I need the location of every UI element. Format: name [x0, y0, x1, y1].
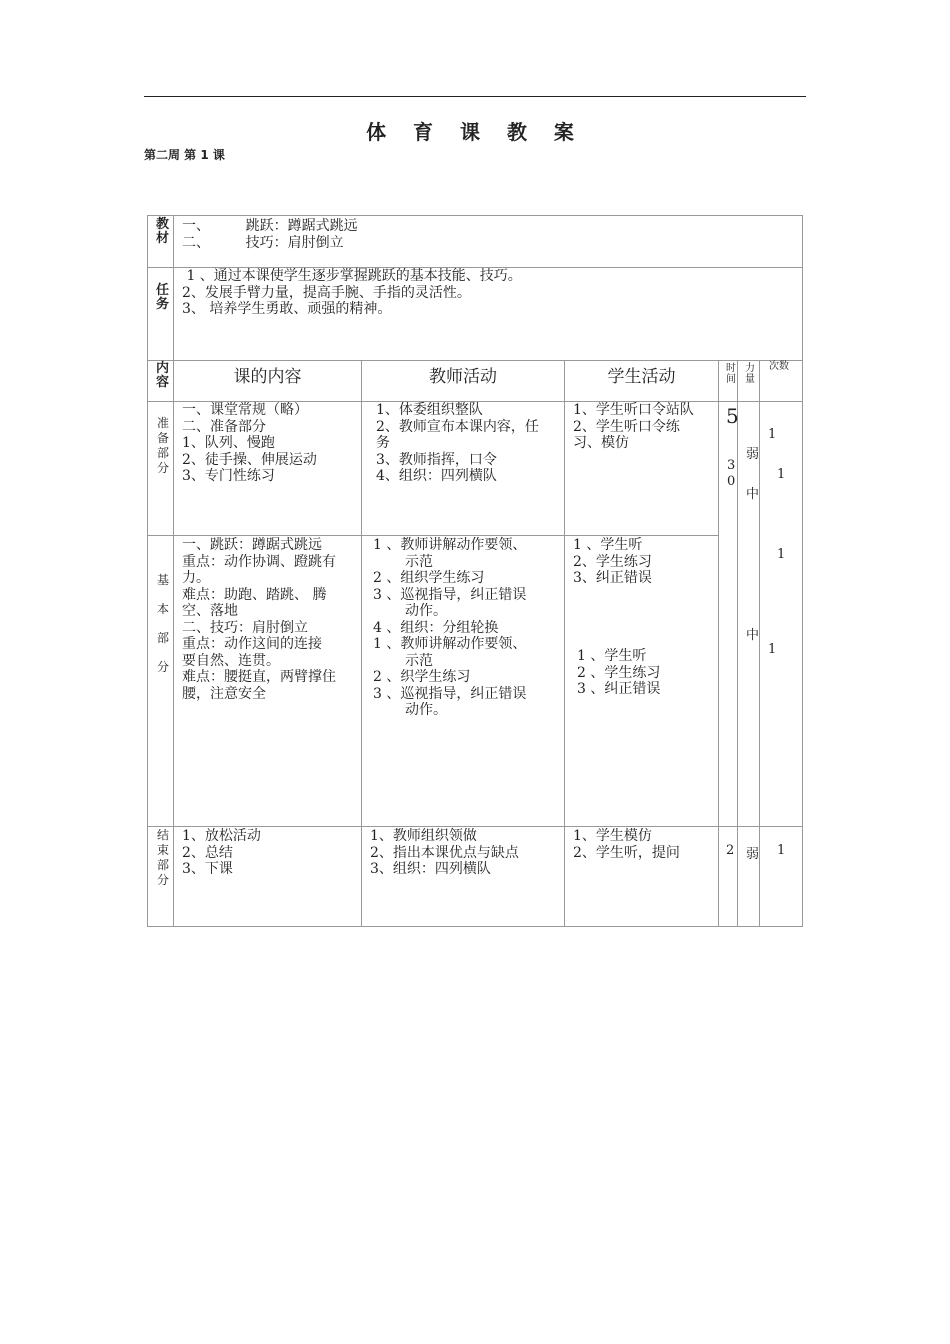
col-divider: [737, 360, 738, 927]
header-reps: 次数: [769, 361, 789, 372]
page-title: 体 育 课 教 案: [366, 120, 584, 144]
col-divider: [759, 360, 760, 927]
col-divider: [718, 360, 719, 927]
row-divider: [147, 535, 718, 536]
prep-reps-2: 1: [777, 467, 786, 482]
end-teacher: 1、教师组织领做 2、指出本课优点与缺点 3、组织：四列横队: [370, 828, 519, 877]
prep-time-a: 5: [726, 404, 739, 428]
basic-teacher: 1 、教师讲解动作要领、 示范 2 、组织学生练习 3 、巡视指导，纠正错误 动作。 4 、组织：分组轮换 1 、教师讲解动作要领、 示范 2 、织学生练习 3 、巡视指导，纠正错误 动作。: [373, 537, 527, 718]
prep-reps-1: 1: [768, 427, 777, 442]
row-divider: [147, 826, 803, 827]
end-student: 1、学生模仿 2、学生听，提问: [573, 828, 680, 861]
prep-label: 准 备 部 分: [156, 416, 169, 475]
prep-intensity-mid: 中: [746, 487, 760, 502]
end-time: 2: [726, 843, 735, 858]
col-divider: [361, 360, 362, 927]
materials-label: 教 材: [156, 217, 170, 246]
tasks-text: 1 、通过本课使学生逐步掌握跳跃的基本技能、技巧。 2、发展手臂力量，提高手腕、手指的灵活性。 3、 培养学生勇敢、顽强的精神。: [182, 268, 522, 317]
top-rule: [144, 96, 806, 97]
end-label: 结 束 部 分: [156, 828, 169, 887]
end-intensity: 弱: [746, 847, 760, 862]
basic-student-b: 1 、学生听 2 、学生练习 3 、纠正错误: [577, 648, 661, 697]
content-col-label: 内 容: [156, 361, 170, 390]
header-student: 学生活动: [607, 367, 676, 387]
col-divider: [173, 215, 174, 927]
basic-intensity: 中: [746, 628, 760, 643]
end-reps: 1: [777, 843, 786, 858]
header-time: 时 间: [726, 363, 736, 385]
week-lesson: 第二周 第 1 课: [144, 148, 225, 162]
basic-student-a: 1 、学生听 2、学生练习 3、纠正错误: [573, 537, 652, 586]
tasks-label: 任 务: [156, 283, 170, 312]
prep-intensity-weak: 弱: [746, 447, 760, 462]
basic-reps-1: 1: [777, 547, 786, 562]
prep-time-b: 3 0: [727, 458, 736, 489]
prep-student: 1、学生听口令站队 2、学生听口令练 习、模仿: [573, 402, 694, 451]
basic-content: 一、跳跃：蹲踞式跳远 重点：动作协调、蹬跳有 力。 难点：助跑、踏跳、 腾 空、落地 二、技巧：肩肘倒立 重点：动作这间的连接 要自然、连贯。 难点：腰挺直，两臂撑住 腰，注意安全: [182, 537, 336, 702]
basic-label: 基 本 部 分: [156, 573, 169, 674]
header-intensity: 力 量: [745, 363, 755, 385]
end-content: 1、放松活动 2、总结 3、下课: [182, 828, 261, 877]
row-divider: [147, 360, 803, 361]
prep-teacher: 1、体委组织整队 2、教师宣布本课内容，任 务 3、教师指挥，口令 4、组织：四列横队: [376, 402, 539, 484]
header-content: 课的内容: [233, 367, 302, 387]
basic-reps-2: 1: [768, 642, 777, 657]
prep-content: 一、课堂常规（略） 二、准备部分 1、队列、慢跑 2、徒手操、伸展运动 3、专门性练习: [182, 402, 317, 484]
materials-text: 一、 跳跃：蹲踞式跳远 二、 技巧：肩肘倒立: [182, 218, 358, 251]
col-divider: [564, 360, 565, 927]
header-teacher: 教师活动: [429, 367, 497, 387]
